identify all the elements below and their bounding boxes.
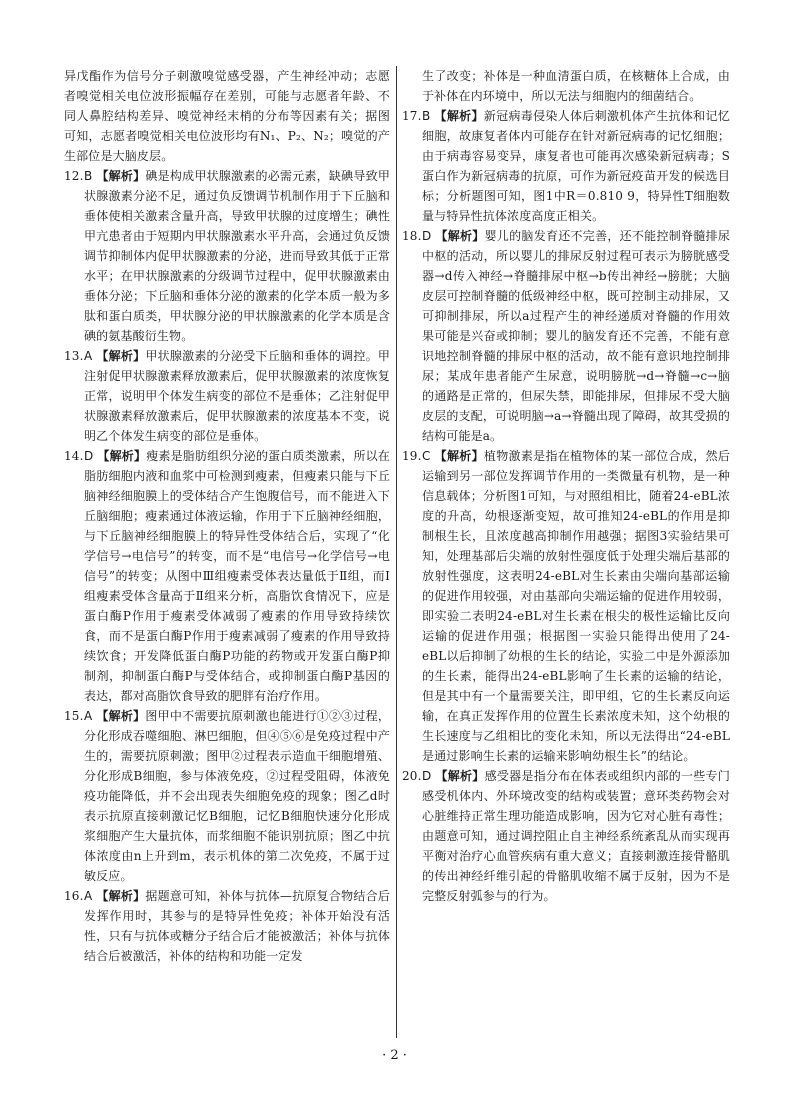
- answer-letter: A: [84, 889, 93, 903]
- question-number: 12.: [64, 169, 84, 183]
- analysis-tag: 【解析】: [435, 229, 485, 243]
- page-number: · 2 ·: [382, 1048, 407, 1063]
- question-number: 20.: [402, 769, 422, 783]
- explanation-text: 婴儿的脑发育还不完善，还不能控制脊髓排尿中枢的活动，所以婴儿的排尿反射过程可表示为膀胱感受器→d传入神经→脊髓排尿中枢→b传出神经→膀胱；大脑皮层可控制脊髓的低级神经中枢，既可控制主动排尿，又可抑制排尿，所以a过程产生的神经递质对脊髓的作用效果可能是兴奋或抑制；婴儿的脑发育还不完善，不能有意识地控制脊髓的排尿中枢的活动，故不能有意识地控制排尿；某成年患者能产生尿意，说明膀胱→d→脊髓→c→脑的通路是正常的，但尿失禁，即能排尿，但排尿不受大脑皮层的支配，可说明脑→a→脊髓出现了障碍，故其受损的结构可能是a。: [422, 229, 730, 443]
- continued-text: 生了改变；补体是一种血清蛋白质，在核糖体上合成，由于补体在内环境中，所以无法与细胞内的细菌结合。: [422, 69, 730, 103]
- answer-letter: D: [422, 229, 432, 243]
- explanation-text: 新冠病毒侵染人体后刺激机体产生抗体和记忆细胞，故康复者体内可能存在针对新冠病毒的记忆细胞；由于病毒容易变异，康复者也可能再次感染新冠病毒；S蛋白作为新冠病毒的抗原，可作为新冠疫苗开发的候选目标；分析题图可知，图1中R＝0.810 9，特异性T细胞数量与特异性抗体浓度高度正相关。: [422, 109, 730, 223]
- analysis-tag: 【解析】: [96, 349, 146, 363]
- question-number: 15.: [64, 709, 84, 723]
- question-number: 16.: [64, 889, 84, 903]
- question-number: 17.: [402, 109, 422, 123]
- analysis-tag: 【解析】: [96, 709, 146, 723]
- question-16-continued: [402, 66, 730, 106]
- explanation-text: 图甲中不需要抗原刺激也能进行①②③过程，分化形成吞噬细胞、淋巴细胞，但④⑤⑥是免疫过程中产生的，需要抗原刺激；图甲②过程表示造血干细胞增殖、分化形成B细胞，参与体液免疫，②过程受阻碍，体液免疫功能降低，并不会出现表失细胞免疫的现象；图乙d时表示抗原直接刺激记忆B细胞，记忆B细胞快速分化形成浆细胞产生大量抗体，而浆细胞不能识别抗原；图乙中抗体浓度由n上升到m，表示机体的第二次免疫，不属于过敏反应。: [84, 709, 390, 883]
- explanation-text: 植物激素是指在植物体的某一部位合成，然后运输到另一部位发挥调节作用的一类微量有机物，是一种信息载体；分析图1可知，与对照组相比，随着24-eBL浓度的升高，幼根逐渐变短，故可推知24-eBL的作用是抑制根生长，且浓度越高抑制作用越强；据图3实验结果可知，处理基部后尖端的放射性强度低于处理尖端后基部的放射性强度，这表明24-eBL对生长素由尖端向基部运输的促进作用较强，对由基部向尖端运输的促进作用较弱，即实验二表明24-eBL对生长素在根尖的极性运输比反向运输的促进作用强；根据图一实验只能得出使用了24-eBL以后抑制了幼根的生长的结论，实验二中是外源添加的生长素，能得出24-eBL影响了生长素的运输的结论，但是其中有一个量需要关注，即甲组，它的生长素反向运输，在真正发挥作用的位置生长素浓度未知，这个幼根的生长速度与乙组相比的变化未知，所以无法得出“24-eBL是通过影响生长素的运输来影响幼根生长”的结论。: [422, 449, 730, 763]
- analysis-tag: 【解析】: [434, 109, 484, 123]
- explanation-text: 瘦素是脂肪组织分泌的蛋白质类激素，所以在脂肪细胞内液和血浆中可检测到瘦素，但瘦素只能与下丘脑神经细胞膜上的受体结合产生饱腹信号，而不能进入下丘脑细胞；瘦素通过体液运输，作用于下丘脑神经细胞，与下丘脑神经细胞膜上的特异性受体结合后，实现了“化学信号→电信号”的转变，而不是“电信号→化学信号→电信号”的转变；从图中Ⅲ组瘦素受体表达量低于Ⅱ组，而Ⅰ组瘦素受体含量高于Ⅱ组来分析，高脂饮食情况下，应是蛋白酶P作用于瘦素受体减弱了瘦素的作用导致持续饮食，而不是蛋白酶P作用于瘦素减弱了瘦素的作用导致持续饮食；开发降低蛋白酶P功能的药物或开发蛋白酶P抑制剂，抑制蛋白酶P与受体结合，或抑制蛋白酶P基因的表达，都对高脂饮食导致的肥胖有治疗作用。: [84, 449, 390, 703]
- explanation-text: 甲状腺激素的分泌受下丘脑和垂体的调控。甲注射促甲状腺激素释放激素后，促甲状腺激素的浓度恢复正常，说明甲个体发生病变的部位不是垂体；乙注射促甲状腺激素释放激素后，促甲状腺激素的浓度基本不变，说明乙个体发生病变的部位是垂体。: [84, 349, 390, 443]
- answer-letter: C: [422, 449, 431, 463]
- answer-letter: D: [84, 449, 94, 463]
- question-17-explanation: [402, 106, 730, 226]
- question-12-explanation: [64, 166, 390, 346]
- analysis-tag: 【解析】: [435, 769, 485, 783]
- question-number: 18.: [402, 229, 422, 243]
- question-number: 19.: [402, 449, 422, 463]
- answer-letter: B: [422, 109, 431, 123]
- right-column: [402, 66, 730, 906]
- answer-letter: B: [84, 169, 93, 183]
- answer-letter: D: [422, 769, 432, 783]
- question-13-explanation: [64, 346, 390, 446]
- left-column: [64, 66, 390, 966]
- analysis-tag: 【解析】: [434, 449, 484, 463]
- question-19-explanation: [402, 446, 730, 766]
- explanation-text: 据题意可知，补体与抗体—抗原复合物结合后发挥作用时，其参与的是特异性免疫；补体开始没有活性，只有与抗体或糖分子结合后才能被激活；补体与抗体结合后被激活，补体的结构和功能一定发: [84, 889, 390, 963]
- question-14-explanation: [64, 446, 390, 706]
- analysis-tag: 【解析】: [96, 889, 146, 903]
- column-divider: [396, 66, 397, 1038]
- analysis-tag: 【解析】: [96, 169, 146, 183]
- explanation-text: 感受器是指分布在体表或组织内部的一些专门感受机体内、外环境改变的结构或装置；意环类药物会对心脏维持正常生理功能造成影响，因为它对心脏有毒性；由题意可知，通过调控阻止自主神经系统紊乱从而实现再平衡对治疗心血管疾病有重大意义；直接刺激连接骨骼肌的传出神经纤维引起的骨骼肌收缩不属于反射，因为不是完整反射弧参与的行为。: [422, 769, 730, 903]
- continued-explanation: 异戊酯作为信号分子刺激嗅觉感受器，产生神经冲动；志愿者嗅觉相关电位波形振幅存在差别，可能与志愿者年龄、不同人鼻腔结构差异、嗅觉神经末梢的分布等因素有关；据图可知，志愿者嗅觉相关电位波形均有N₁、P₂、N₂；嗅觉的产生部位是大脑皮层。: [64, 69, 390, 163]
- question-18-explanation: [402, 226, 730, 446]
- question-15-explanation: [64, 706, 390, 886]
- question-16-explanation: [64, 886, 390, 966]
- question-20-explanation: [402, 766, 730, 906]
- question-number: 14.: [64, 449, 84, 463]
- answer-letter: A: [84, 709, 93, 723]
- answer-letter: A: [84, 349, 93, 363]
- explanation-text: 碘是构成甲状腺激素的必需元素，缺碘导致甲状腺激素分泌不足，通过负反馈调节机制作用于下丘脑和垂体使相关激素含量升高，导致甲状腺的过度增生；碘性甲亢患者由于短期内甲状腺激素水平升高，会通过负反馈调节抑制体内促甲状腺激素的分泌，进而导致其低于正常水平；在甲状腺激素的分级调节过程中，促甲状腺激素由垂体分泌；下丘脑和垂体分泌的激素的化学本质一般为多肽和蛋白质类，甲状腺分泌的甲状腺激素的化学本质是含碘的氨基酸衍生物。: [84, 169, 390, 343]
- analysis-tag: 【解析】: [97, 449, 147, 463]
- question-number: 13.: [64, 349, 84, 363]
